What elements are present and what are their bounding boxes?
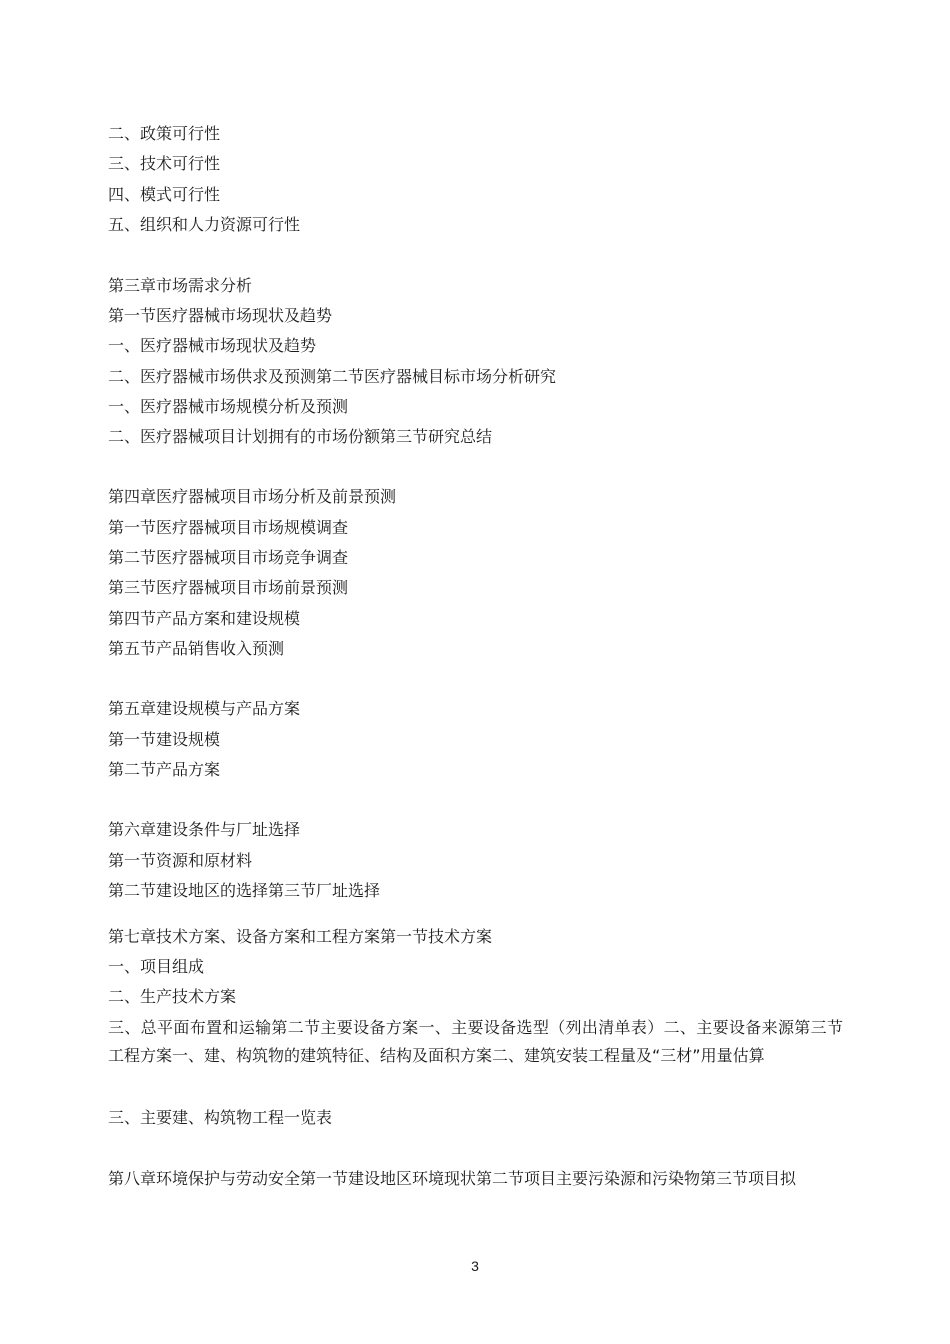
toc-line: 二、医疗器械市场供求及预测第二节医疗器械目标市场分析研究 <box>108 367 557 386</box>
chapter-heading: 第七章技术方案、设备方案和工程方案第一节技术方案 <box>108 927 493 946</box>
toc-line: 一、项目组成 <box>108 957 205 976</box>
toc-line: 第五节产品销售收入预测 <box>108 639 285 658</box>
toc-line: 五、组织和人力资源可行性 <box>108 215 301 234</box>
page-number: 3 <box>471 1258 479 1274</box>
chapter-heading: 第六章建设条件与厂址选择 <box>108 820 301 839</box>
toc-line: 第四节产品方案和建设规模 <box>108 609 301 628</box>
toc-line: 第一节医疗器械市场现状及趋势 <box>108 306 333 325</box>
chapter-heading: 第八章环境保护与劳动安全第一节建设地区环境现状第二节项目主要污染源和污染物第三节项目拟 <box>108 1169 797 1188</box>
toc-line: 第二节医疗器械项目市场竞争调查 <box>108 548 349 567</box>
toc-line: 四、模式可行性 <box>108 185 221 204</box>
chapter-heading: 第五章建设规模与产品方案 <box>108 699 301 718</box>
chapter-heading: 第四章医疗器械项目市场分析及前景预测 <box>108 487 397 506</box>
toc-line: 第三节医疗器械项目市场前景预测 <box>108 578 349 597</box>
toc-line: 第二节产品方案 <box>108 760 221 779</box>
toc-line: 二、医疗器械项目计划拥有的市场份额第三节研究总结 <box>108 427 493 446</box>
toc-line: 一、医疗器械市场规模分析及预测 <box>108 397 349 416</box>
toc-line: 第一节资源和原材料 <box>108 851 253 870</box>
toc-line: 一、医疗器械市场现状及趋势 <box>108 336 317 355</box>
toc-line: 第二节建设地区的选择第三节厂址选择 <box>108 881 381 900</box>
toc-line: 二、生产技术方案 <box>108 987 237 1006</box>
toc-line: 三、技术可行性 <box>108 154 221 173</box>
toc-line: 第一节建设规模 <box>108 730 221 749</box>
toc-line: 二、政策可行性 <box>108 124 221 143</box>
toc-line: 三、主要建、构筑物工程一览表 <box>108 1108 333 1127</box>
chapter-heading: 第三章市场需求分析 <box>108 276 253 295</box>
toc-paragraph: 三、总平面布置和运输第二节主要设备方案一、主要设备选型（列出清单表）二、主要设备来源第三节工程方案一、建、构筑物的建筑特征、结构及面积方案二、建筑安装工程量及“三材”用量估算 <box>108 1018 843 1065</box>
toc-line: 第一节医疗器械项目市场规模调查 <box>108 518 349 537</box>
